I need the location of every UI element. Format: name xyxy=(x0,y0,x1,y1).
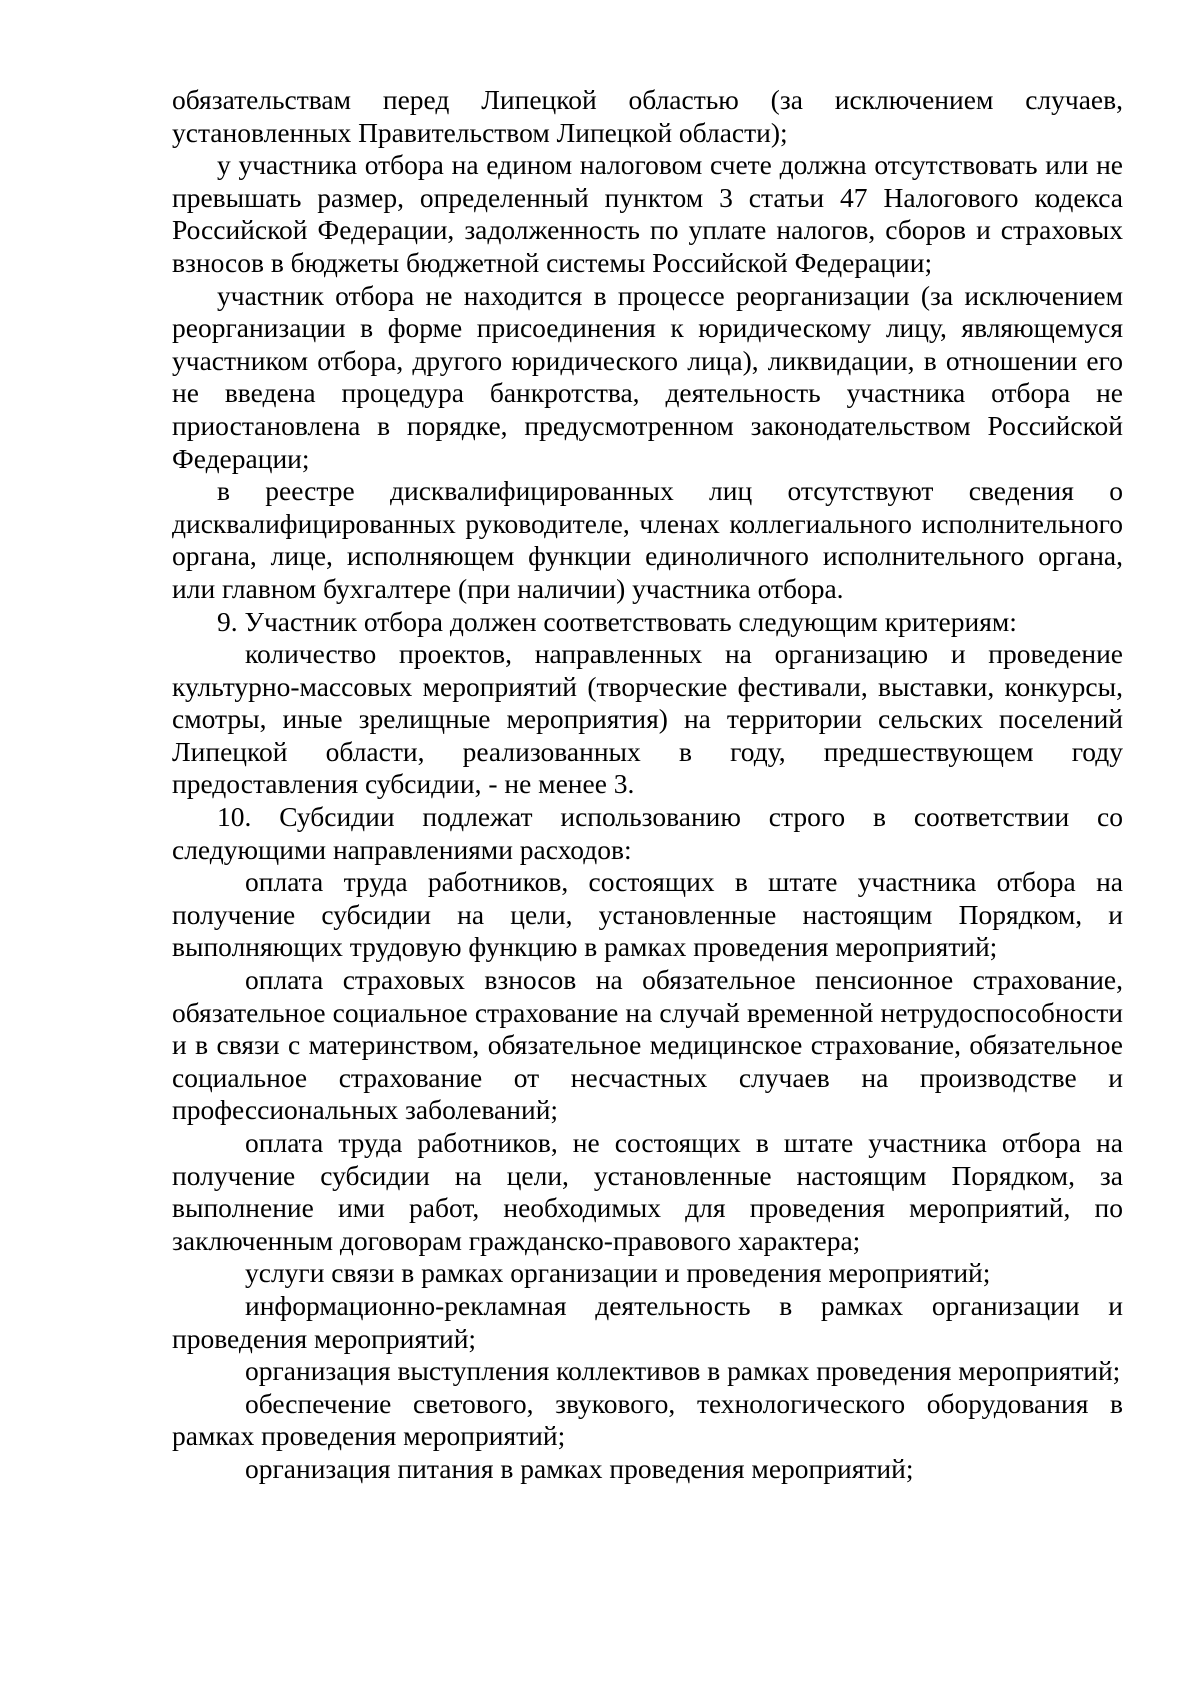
paragraph-tax-debt: у участника отбора на едином налоговом счете должна отсутствовать или не превышать размер, определенный пунктом 3 статьи 47 Налогового кодекса Российской Федерации, задолженность по уплате налогов, сборов и страховых взносов в бюджеты бюджетной системы Российской Федерации; xyxy=(172,149,1123,278)
paragraph-advertising: информационно-рекламная деятельность в рамках организации и проведения мероприятий; xyxy=(172,1289,1123,1354)
paragraph-item-10: 10. Субсидии подлежат использованию строго в соответствии со следующими направлениями расходов: xyxy=(172,801,1123,865)
paragraph-item-9: 9. Участник отбора должен соответствовать следующим критериям: xyxy=(217,605,1017,637)
paragraph-staff-pay: оплата труда работников, состоящих в штате участника отбора на получение субсидии на цели, установленные настоящим Порядком, и выполняющих трудовую функцию в рамках проведения мероприятий; xyxy=(172,866,1123,963)
paragraph-equipment: обеспечение светового, звукового, технологического оборудования в рамках проведения мероприятий; xyxy=(172,1387,1123,1452)
paragraph-performances: организация выступления коллективов в рамках проведения мероприятий; xyxy=(245,1355,1121,1387)
paragraph-communication-services: услуги связи в рамках организации и проведения мероприятий; xyxy=(245,1257,991,1289)
paragraph-obligations-continued: обязательствам перед Липецкой областью (за исключением случаев, установленных Правительством Липецкой области); xyxy=(172,84,1123,148)
paragraph-disqualified-registry: в реестре дисквалифицированных лиц отсутствуют сведения о дисквалифицированных руководителе, членах коллегиального исполнительного органа, лице, исполняющем функции единоличного исполнительного органа, или главном бухгалтере (при наличии) участника отбора. xyxy=(172,475,1123,604)
document-page xyxy=(172,84,1123,1486)
paragraph-projects-criteria: количество проектов, направленных на организацию и проведение культурно-массовых мероприятий (творческие фестивали, выставки, конкурсы, смотры, иные зрелищные мероприятия) на территории сельских поселений Липецкой области, реализованных в году, предшествующем году предоставления субсидии, - не менее 3. xyxy=(172,638,1123,800)
paragraph-catering: организация питания в рамках проведения мероприятий; xyxy=(245,1452,914,1484)
paragraph-insurance-contributions: оплата страховых взносов на обязательное пенсионное страхование, обязательное социальное страхование на случай временной нетрудоспособности и в связи с материнством, обязательное медицинское страхование, обязательное социальное страхование от несчастных случаев на производстве и профессиональных заболеваний; xyxy=(172,964,1123,1126)
paragraph-reorganization: участник отбора не находится в процессе реорганизации (за исключением реорганизации в форме присоединения к юридическому лицу, являющемуся участником отбора, другого юридического лица), ликвидации, в отношении его не введена процедура банкротства, деятельность участника отбора не приостановлена в порядке, предусмотренном законодательством Российской Федерации; xyxy=(172,279,1123,474)
paragraph-contractor-pay: оплата труда работников, не состоящих в штате участника отбора на получение субсидии на цели, установленные настоящим Порядком, за выполнение ими работ, необходимых для проведения мероприятий, по заключенным договорам гражданско-правового характера; xyxy=(172,1127,1123,1256)
